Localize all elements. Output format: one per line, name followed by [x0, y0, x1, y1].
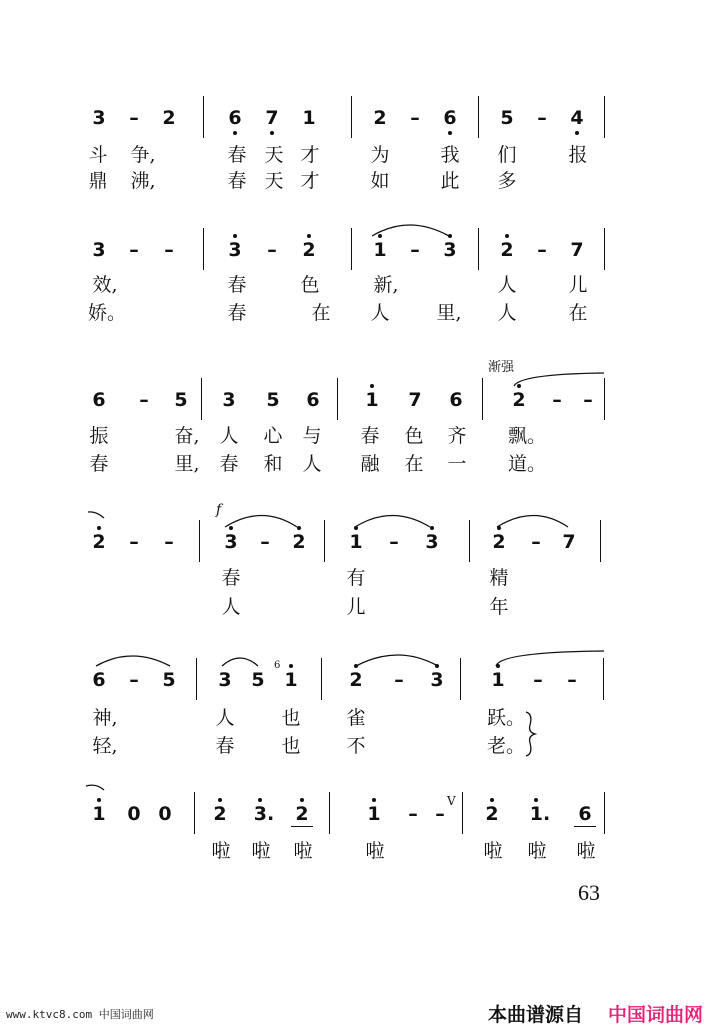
lyric: 春	[360, 425, 380, 447]
lyric: 有	[346, 567, 366, 589]
lyric: 才	[300, 144, 320, 166]
dotted-note: 1.	[529, 803, 551, 825]
note: 7	[265, 107, 279, 129]
high-octave-dot	[496, 664, 500, 668]
lyric: 春	[227, 144, 247, 166]
note: 2	[500, 239, 514, 261]
lyric: 儿	[346, 596, 366, 618]
lyric: 跃。	[487, 707, 526, 729]
lyric: 春	[89, 453, 109, 475]
slur	[372, 225, 449, 236]
high-octave-dot	[448, 234, 452, 238]
lyric: 人	[219, 425, 239, 447]
lyric: 也	[281, 735, 301, 757]
note: 7	[562, 531, 576, 553]
lyric: 色	[300, 274, 320, 296]
lyric: 人	[370, 302, 390, 324]
dash: –	[531, 531, 541, 553]
note: 6	[306, 389, 320, 411]
note: 3	[224, 531, 238, 553]
lyric: 春	[227, 274, 247, 296]
lyric: 儿	[568, 274, 588, 296]
lyric: 此	[440, 170, 460, 192]
high-octave-dot	[534, 798, 538, 802]
dash: –	[389, 531, 399, 553]
note: 2	[292, 531, 306, 553]
lyric: 在	[568, 302, 588, 324]
lyric: 在	[311, 302, 331, 324]
lyric: 神,	[92, 707, 118, 729]
lyric: 色	[404, 425, 424, 447]
barline	[321, 658, 322, 700]
breath-mark: V	[447, 794, 456, 808]
note: 2	[92, 531, 106, 553]
low-octave-dot	[575, 131, 579, 135]
slur	[225, 516, 297, 528]
dash: –	[129, 531, 139, 553]
lyric: 啦	[365, 840, 385, 862]
dash: –	[537, 107, 547, 129]
lyric: 人	[221, 596, 241, 618]
lyric: 与	[302, 425, 322, 447]
lyric: 如	[370, 170, 390, 192]
note: 7	[408, 389, 422, 411]
barline	[201, 378, 202, 420]
underline-beam	[291, 826, 313, 827]
barline	[604, 378, 605, 420]
note: 1	[92, 803, 106, 825]
note: 6	[228, 107, 242, 129]
lyric: 不	[346, 735, 366, 757]
lyric: 为	[370, 144, 390, 166]
barline	[469, 520, 470, 562]
crescendo-marking: 渐强	[488, 360, 515, 375]
dash: –	[435, 803, 445, 825]
lyric: 啦	[251, 840, 271, 862]
barline	[329, 792, 330, 834]
note: 3	[228, 239, 242, 261]
high-octave-dot	[218, 798, 222, 802]
slur	[355, 516, 430, 528]
dash: –	[410, 239, 420, 261]
barline	[604, 228, 605, 270]
grace-note: 6	[274, 660, 281, 671]
barline	[199, 520, 200, 562]
lyric: 春	[219, 453, 239, 475]
dash: –	[164, 239, 174, 261]
lyric: 老。	[487, 735, 526, 757]
tie	[88, 512, 104, 518]
dash: –	[129, 669, 139, 691]
lyric: 融	[360, 453, 380, 475]
high-octave-dot	[97, 798, 101, 802]
barline	[482, 378, 483, 420]
page-number: 63	[578, 880, 600, 905]
note: 5	[174, 389, 188, 411]
rest: 0	[127, 803, 141, 825]
note: 3	[222, 389, 236, 411]
lyric: 春	[227, 170, 247, 192]
note: 5	[162, 669, 176, 691]
note: 3	[443, 239, 457, 261]
high-octave-dot	[372, 798, 376, 802]
lyric: 一	[447, 453, 467, 475]
dash: –	[567, 669, 577, 691]
barline	[460, 658, 461, 700]
lyric: 和	[263, 453, 283, 475]
dash: –	[260, 531, 270, 553]
note: 2	[485, 803, 499, 825]
low-octave-dot	[448, 131, 452, 135]
note: 2	[349, 669, 363, 691]
note: 2	[492, 531, 506, 553]
verse-brace	[526, 712, 535, 756]
underline-beam	[574, 826, 596, 827]
lyric: 我	[440, 144, 460, 166]
high-octave-dot	[435, 664, 439, 668]
barline	[462, 792, 463, 834]
slur	[497, 516, 568, 528]
note: 3	[92, 107, 106, 129]
barline	[600, 520, 601, 562]
tie	[86, 785, 104, 790]
barline	[604, 96, 605, 138]
note: 6	[92, 669, 106, 691]
high-octave-dot	[289, 664, 293, 668]
lyric: 里,	[436, 302, 462, 324]
lyric: 鼎	[88, 170, 108, 192]
low-octave-dot	[270, 131, 274, 135]
high-octave-dot	[233, 234, 237, 238]
note: 2	[213, 803, 227, 825]
barline	[196, 658, 197, 700]
note: 1	[373, 239, 387, 261]
note: 5	[266, 389, 280, 411]
note: 4	[570, 107, 584, 129]
lyric: 人	[497, 302, 517, 324]
note: 6	[92, 389, 106, 411]
slur	[496, 651, 604, 666]
lyric: 里,	[174, 453, 200, 475]
dash: –	[267, 239, 277, 261]
lyric: 振	[89, 425, 109, 447]
high-octave-dot	[430, 526, 434, 530]
note: 1	[302, 107, 316, 129]
note: 7	[570, 239, 584, 261]
dash: –	[164, 531, 174, 553]
lyric: 啦	[483, 840, 503, 862]
barline	[337, 378, 338, 420]
note: 5	[251, 669, 265, 691]
high-octave-dot	[258, 798, 262, 802]
high-octave-dot	[229, 526, 233, 530]
barline	[478, 96, 479, 138]
dash: –	[408, 803, 418, 825]
lyric: 沸,	[130, 170, 156, 192]
lyric: 雀	[346, 707, 366, 729]
high-octave-dot	[490, 798, 494, 802]
dash: –	[533, 669, 543, 691]
note: 2	[295, 803, 309, 825]
lyric: 斗	[88, 144, 108, 166]
note: 1	[284, 669, 298, 691]
note: 1	[365, 389, 379, 411]
lyric: 啦	[576, 840, 596, 862]
high-octave-dot	[370, 384, 374, 388]
lyric: 也	[281, 707, 301, 729]
source-label: 本曲谱源自	[488, 1004, 584, 1026]
high-octave-dot	[354, 526, 358, 530]
lyric: 道。	[508, 453, 547, 475]
note: 1	[491, 669, 505, 691]
dynamic-marking: f	[216, 502, 222, 518]
lyric: 娇。	[88, 302, 127, 324]
note: 2	[373, 107, 387, 129]
high-octave-dot	[354, 664, 358, 668]
dash: –	[583, 389, 593, 411]
lyric: 飘。	[508, 425, 547, 447]
slur	[222, 658, 258, 666]
note: 3	[92, 239, 106, 261]
note: 2	[302, 239, 316, 261]
lyric: 啦	[293, 840, 313, 862]
site-url[interactable]: www.ktvc8.com 中国词曲网	[6, 1008, 154, 1021]
note: 5	[500, 107, 514, 129]
lyric: 们	[497, 144, 517, 166]
lyric: 人	[302, 453, 322, 475]
note: 2	[162, 107, 176, 129]
lyric: 心	[263, 425, 283, 447]
note: 2	[512, 389, 526, 411]
lyric: 轻,	[92, 735, 118, 757]
barline	[203, 228, 204, 270]
high-octave-dot	[300, 798, 304, 802]
lyric: 齐	[447, 425, 467, 447]
lyric: 春	[221, 567, 241, 589]
note: 3	[430, 669, 444, 691]
note: 3	[425, 531, 439, 553]
lyric: 在	[404, 453, 424, 475]
lyric: 奋,	[174, 425, 200, 447]
dash: –	[129, 107, 139, 129]
high-octave-dot	[378, 234, 382, 238]
lyric: 争,	[130, 144, 156, 166]
dash: –	[394, 669, 404, 691]
dash: –	[537, 239, 547, 261]
lyric: 啦	[211, 840, 231, 862]
rest: 0	[158, 803, 172, 825]
dotted-note: 3.	[253, 803, 275, 825]
lyric: 效,	[92, 274, 118, 296]
high-octave-dot	[497, 526, 501, 530]
lyric: 精	[489, 567, 509, 589]
lyric: 天	[264, 170, 284, 192]
note: 1	[367, 803, 381, 825]
lyric: 年	[489, 596, 509, 618]
slur	[356, 655, 438, 666]
lyric: 新,	[373, 274, 399, 296]
lyric: 报	[568, 144, 588, 166]
note: 6	[443, 107, 457, 129]
note: 6	[578, 803, 592, 825]
dash: –	[129, 239, 139, 261]
low-octave-dot	[233, 131, 237, 135]
barline	[604, 792, 605, 834]
high-octave-dot	[307, 234, 311, 238]
high-octave-dot	[97, 526, 101, 530]
crescendo-hairpin	[514, 373, 604, 386]
note: 1	[349, 531, 363, 553]
high-octave-dot	[297, 526, 301, 530]
barline	[194, 792, 195, 834]
lyric: 人	[497, 274, 517, 296]
barline	[603, 658, 604, 700]
lyric: 天	[264, 144, 284, 166]
dash: –	[410, 107, 420, 129]
dash: –	[139, 389, 149, 411]
high-octave-dot	[517, 384, 521, 388]
lyric: 才	[300, 170, 320, 192]
note: 6	[449, 389, 463, 411]
lyric: 多	[497, 170, 517, 192]
barline	[351, 96, 352, 138]
dash: –	[552, 389, 562, 411]
lyric: 人	[215, 707, 235, 729]
barline	[351, 228, 352, 270]
barline	[478, 228, 479, 270]
brand-logo-text[interactable]: 中国词曲网	[608, 1004, 704, 1026]
barline	[324, 520, 325, 562]
high-octave-dot	[505, 234, 509, 238]
lyric: 春	[227, 302, 247, 324]
lyric: 啦	[527, 840, 547, 862]
lyric: 春	[215, 735, 235, 757]
note: 3	[218, 669, 232, 691]
slur	[96, 656, 170, 666]
barline	[203, 96, 204, 138]
